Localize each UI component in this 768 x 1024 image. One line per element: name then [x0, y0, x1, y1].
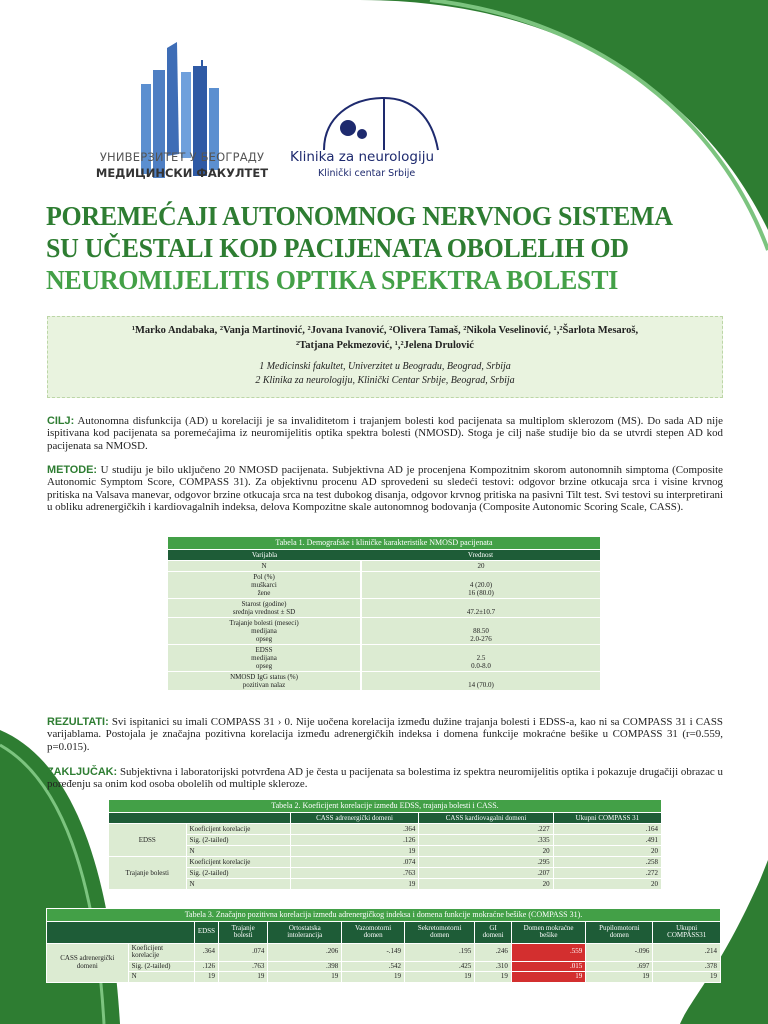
- variable-cell-line: Starost (godine): [241, 600, 287, 608]
- column-header: Ortostatska intolerancija: [268, 921, 342, 943]
- table-row: [168, 672, 600, 691]
- variable-cell-line: Pol (%): [253, 573, 275, 581]
- value-cell: 19: [475, 972, 512, 983]
- table-row: [109, 824, 662, 835]
- value-cell-line: 16 (80.0): [468, 589, 494, 597]
- stat-label: Sig. (2-tailed): [128, 961, 194, 972]
- value-cell-line: 0.0-8.0: [471, 662, 491, 670]
- spacer: [364, 646, 598, 654]
- section-zakljucak: [47, 766, 723, 791]
- stat-label: Koeficijent korelacije: [186, 824, 290, 835]
- variable-cell: [168, 618, 361, 645]
- variable-cell: [168, 599, 361, 618]
- variable-cell-line: N: [261, 562, 267, 570]
- value-cell-line: 4 (20.0): [469, 581, 493, 589]
- table-header-row: [168, 550, 600, 561]
- title-line-2: SU UČESTALI KOD PACIJENATA OBOLELIH OD: [46, 233, 629, 263]
- value-cell: .164: [553, 824, 661, 835]
- value-cell: .378: [653, 961, 721, 972]
- spacer: [364, 600, 598, 608]
- table-row: [168, 618, 600, 645]
- value-cell-line: 47.2±10.7: [466, 608, 496, 616]
- value-cell: [361, 645, 600, 672]
- spacer: [364, 619, 598, 627]
- table-header-row: [109, 813, 662, 824]
- value-cell: 20: [419, 879, 553, 890]
- column-header: Domen mokraćne bešike: [511, 921, 585, 943]
- title-line-1: POREMEĆAJI AUTONOMNOG NERVNOG SISTEMA: [46, 201, 673, 231]
- value-cell: .272: [553, 868, 661, 879]
- value-cell: .335: [419, 835, 553, 846]
- table-caption: Tabela 2. Koeficijent korelacije između EDSS, trajanja bolesti i CASS.: [109, 800, 662, 813]
- value-cell: [361, 672, 600, 691]
- value-cell: .258: [553, 857, 661, 868]
- table-caption-row: [109, 800, 662, 813]
- column-header: Varijabla: [168, 550, 361, 561]
- value-cell: .295: [419, 857, 553, 868]
- value-cell: .206: [268, 943, 342, 961]
- faculty-name: МЕДИЦИНСКИ ФАКУЛТЕТ: [95, 166, 269, 180]
- table-row: [109, 846, 662, 857]
- poster-title: [46, 200, 718, 296]
- value-cell-line: 2.5: [476, 654, 486, 662]
- group-label: Trajanje bolesti: [109, 857, 187, 890]
- stat-label: Koeficijent korelacije: [128, 943, 194, 961]
- value-cell: .074: [290, 857, 419, 868]
- value-cell: .398: [268, 961, 342, 972]
- table-caption: Tabela 1. Demografske i kliničke karakteristike NMOSD pacijenata: [168, 537, 600, 550]
- variable-cell-line: žene: [257, 589, 271, 597]
- variable-cell: [168, 672, 361, 691]
- stat-label: N: [186, 846, 290, 857]
- value-cell: .195: [405, 943, 475, 961]
- value-cell: -.096: [586, 943, 653, 961]
- empty-header: [47, 921, 195, 943]
- table-row: [168, 572, 600, 599]
- value-cell-line: 14 (70.0): [468, 681, 494, 689]
- section-cilj: [47, 415, 723, 452]
- authors-line-1: ¹Marko Andabaka, ²Vanja Martinović, ²Jovana Ivanović, ²Olivera Tamaš, ²Nikola Veselinović, ¹,²Šarlota Mesaroš,: [131, 325, 639, 336]
- column-header: EDSS: [194, 921, 218, 943]
- group-label: CASS adrenergički domeni: [47, 943, 129, 982]
- highlighted-value-cell: .015: [511, 961, 585, 972]
- value-cell: .763: [290, 868, 419, 879]
- affiliation-1: 1 Medicinski fakultet, Univerzitet u Beogradu, Beograd, Srbija: [259, 361, 511, 372]
- value-cell: .214: [653, 943, 721, 961]
- column-header: CASS kardiovagalni domeni: [419, 813, 553, 824]
- section-rezultati: [47, 716, 723, 753]
- section-zakljucak-text: Subjektivna i laboratorijski potvrđena AD je česta u pacijenata sa bolestima iz spektra neuromijelitis optika i pokazuje drugačiji obrazac u poređenju sa onim kod osoba obolelih od multiple skleroze.: [47, 766, 723, 791]
- column-header: Pupilomotorni domen: [586, 921, 653, 943]
- value-cell-line: 2.0-276: [470, 635, 492, 643]
- value-cell: 19: [342, 972, 405, 983]
- variable-cell-line: NMOSD IgG status (%): [230, 673, 298, 681]
- variable-cell-line: muškarci: [251, 581, 277, 589]
- table-row: [168, 561, 600, 572]
- spacer: [364, 673, 598, 681]
- variable-cell-line: srednja vrednost ± SD: [232, 608, 296, 616]
- value-cell-line: 20: [477, 562, 485, 570]
- value-cell: [361, 599, 600, 618]
- section-rezultati-text: Svi ispitanici su imali COMPASS 31 › 0. Nije uočena korelacija između dužine trajanja bolesti i EDSS-a, kao ni sa COMPASS 31 i CASS varijablama. Postojala je značajna pozitivna korelacija između adrenergičkih indeksa i domena funkcije mokraćne bešike u COMPASS 31 (r=0.559, p=0.015).: [47, 716, 723, 753]
- column-header: Trajanje bolesti: [218, 921, 267, 943]
- section-zakljucak-label: ZAKLJUČAK:: [47, 766, 118, 778]
- value-cell: 19: [268, 972, 342, 983]
- value-cell: 19: [290, 879, 419, 890]
- column-header: Vazomotorni domen: [342, 921, 405, 943]
- empty-header: [109, 813, 291, 824]
- stat-label: N: [186, 879, 290, 890]
- value-cell: 19: [653, 972, 721, 983]
- table-caption-row: [168, 537, 600, 550]
- variable-cell-line: medijana: [251, 627, 277, 635]
- value-cell: .227: [419, 824, 553, 835]
- value-cell: .425: [405, 961, 475, 972]
- stat-label: Sig. (2-tailed): [186, 868, 290, 879]
- value-cell: .542: [342, 961, 405, 972]
- clinic-subtitle: Klinički centar Srbije: [318, 168, 416, 179]
- column-header: CASS adrenergički domeni: [290, 813, 419, 824]
- table-row: [109, 879, 662, 890]
- value-cell: 20: [553, 846, 661, 857]
- value-cell: .246: [475, 943, 512, 961]
- stat-label: N: [128, 972, 194, 983]
- value-cell: [361, 561, 600, 572]
- variable-cell-line: medijana: [251, 654, 277, 662]
- value-cell: .126: [194, 961, 218, 972]
- value-cell: .364: [194, 943, 218, 961]
- value-cell: .491: [553, 835, 661, 846]
- table-1-demographics: [168, 537, 600, 691]
- table-row: [109, 868, 662, 879]
- section-metode-text: U studiju je bilo uključeno 20 NMOSD pacijenata. Subjektivna AD je procenjena Kompozitnim skorom autonomnih simptoma (Composite Autonomic Symptom Score, COMPASS 31). Za objektivnu procenu AD sprovedeni su sledeći testovi: odgovor brzine otkucaja srca i visine krvnog pritiska na Valsava manevar, odgovor brzine otkucaja srca na test dubokog disanja, odgovor krvnog pritiska na pasivni Tilt test. Svi testovi su interpretirani u obliku adrenergičkih i kardiovagalnih indeksa, delova Kompozitne skale autonomnog bodovanja (Composite Autonomic Scoring Scale, CASS).: [47, 464, 723, 513]
- variable-cell: [168, 645, 361, 672]
- value-cell: 19: [194, 972, 218, 983]
- value-cell: .074: [218, 943, 267, 961]
- value-cell: 19: [218, 972, 267, 983]
- value-cell: 19: [405, 972, 475, 983]
- column-header: Ukupni COMPASS 31: [553, 813, 661, 824]
- table-3-correlation: [46, 908, 721, 983]
- value-cell: .763: [218, 961, 267, 972]
- faculty-university-name: УНИВЕРЗИТЕТ У БЕОГРАДУ: [99, 150, 265, 164]
- variable-cell-line: opseg: [255, 635, 273, 643]
- value-cell: [361, 572, 600, 599]
- table-header-row: [47, 921, 721, 943]
- column-header: Sekretomotorni domen: [405, 921, 475, 943]
- variable-cell-line: Trajanje bolesti (meseci): [229, 619, 299, 627]
- table-row: [47, 943, 721, 961]
- highlighted-value-cell: 19: [511, 972, 585, 983]
- value-cell: .697: [586, 961, 653, 972]
- affiliation-2: 2 Klinika za neurologiju, Klinički Centar Srbije, Beograd, Srbija: [255, 375, 515, 386]
- value-cell: [361, 618, 600, 645]
- authors-box: [47, 316, 723, 398]
- table-caption: Tabela 3. Značajno pozitivna korelacija između adrenergičkog indeksa i domena funkcije mokraćne bešike (COMPASS 31).: [47, 909, 721, 922]
- variable-cell: [168, 572, 361, 599]
- variable-cell-line: EDSS: [255, 646, 273, 654]
- variable-cell-line: opseg: [255, 662, 273, 670]
- column-header: Ukupni COMPASS31: [653, 921, 721, 943]
- group-label: EDSS: [109, 824, 187, 857]
- value-cell: .364: [290, 824, 419, 835]
- value-cell: -.149: [342, 943, 405, 961]
- value-cell: .310: [475, 961, 512, 972]
- highlighted-value-cell: .559: [511, 943, 585, 961]
- stat-label: Sig. (2-tailed): [186, 835, 290, 846]
- value-cell: 19: [586, 972, 653, 983]
- section-cilj-text: Autonomna disfunkcija (AD) u korelaciji je sa invaliditetom i trajanjem bolesti kod pacijenata sa multiplom sklerozom (MS). Do sada AD nije ispitivana kod pacijenata sa poremećajima iz neuromijelitis optika spektra bolesti (NMOSD). Stoga je cilj naše studije bio da se utvrdi stepen AD kod pacijenata sa NMOSD.: [47, 415, 723, 452]
- variable-cell: [168, 561, 361, 572]
- column-header: GI domeni: [475, 921, 512, 943]
- table-row: [47, 961, 721, 972]
- value-cell-line: 88.50: [473, 627, 489, 635]
- section-rezultati-label: REZULTATI:: [47, 716, 109, 728]
- section-metode-label: METODE:: [47, 464, 98, 476]
- value-cell: .126: [290, 835, 419, 846]
- column-header: Vrednost: [361, 550, 600, 561]
- title-line-3: NEUROMIJELITIS OPTIKA SPEKTRA BOLESTI: [46, 265, 618, 295]
- value-cell: .207: [419, 868, 553, 879]
- table-row: [109, 835, 662, 846]
- authors-line-2: ²Tatjana Pekmezović, ¹,²Jelena Drulović: [296, 340, 474, 351]
- clinic-name: Klinika za neurologiju: [290, 149, 435, 165]
- value-cell: 20: [553, 879, 661, 890]
- clinic-neurology-logo: [300, 88, 450, 158]
- value-cell: 19: [290, 846, 419, 857]
- variable-cell-line: pozitivan nalaz: [242, 681, 286, 689]
- table-row: [168, 645, 600, 672]
- table-2-correlation: [108, 799, 662, 890]
- spacer: [364, 573, 598, 581]
- table-row: [109, 857, 662, 868]
- section-cilj-label: CILJ:: [47, 415, 75, 427]
- stat-label: Koeficijent korelacije: [186, 857, 290, 868]
- table-row: [47, 972, 721, 983]
- section-metode: [47, 464, 723, 513]
- table-caption-row: [47, 909, 721, 922]
- value-cell: 20: [419, 846, 553, 857]
- table-row: [168, 599, 600, 618]
